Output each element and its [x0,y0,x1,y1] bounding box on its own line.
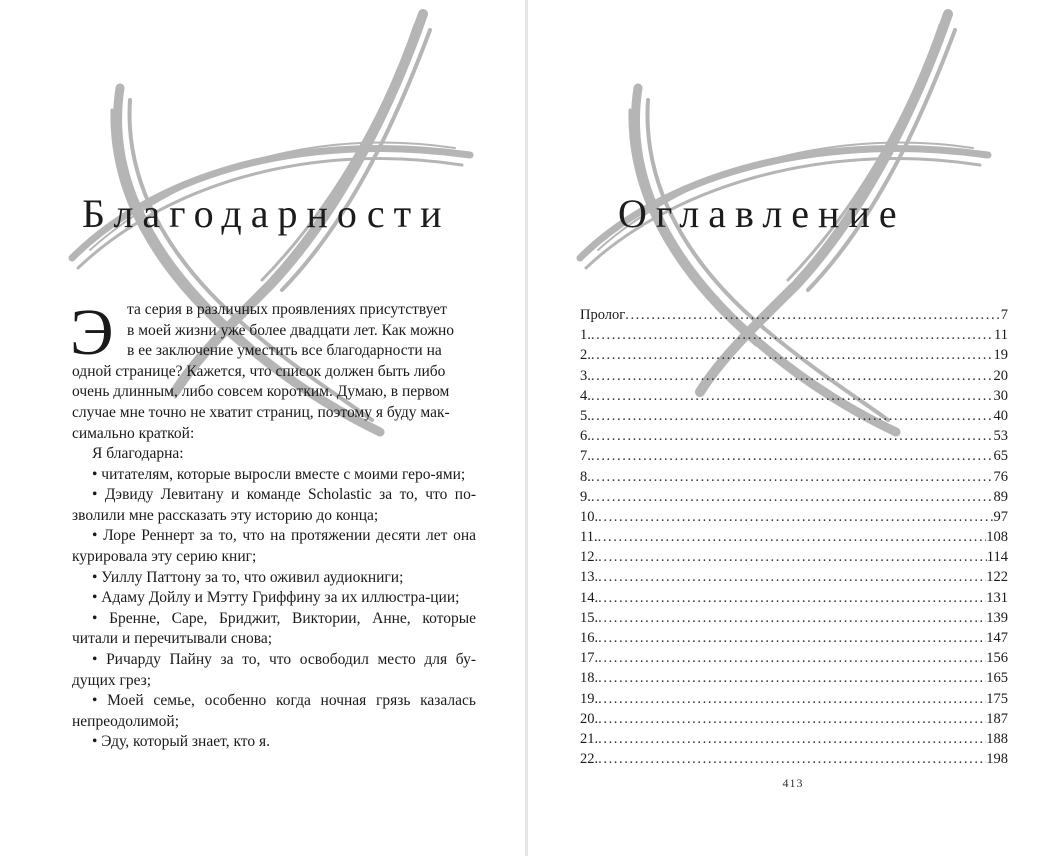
acknowledgement-item: • Адаму Дойлу и Мэтту Гриффину за их иллюстра-ции; [92,589,460,607]
toc-entry [580,305,1008,325]
left-page [0,0,525,856]
acknowledgements-list [72,465,476,753]
intro-paragraph [70,296,476,444]
toc-leader [598,547,987,567]
intro-line: очень длинным, либо совсем коротким. Думаю, в первом [72,383,450,401]
toc-page-number: 40 [993,407,1008,424]
toc-leader [598,668,986,688]
toc-label: 9. [580,488,591,505]
toc-leader [591,366,994,386]
page-number: 413 [782,776,804,790]
toc-page-number: 175 [986,690,1008,707]
toc-entry [580,668,1008,688]
toc-entry [580,689,1008,709]
toc-entry [580,547,1008,567]
toc-entry [580,386,1008,406]
toc-entry [580,406,1008,426]
acknowledgements-text [70,296,476,753]
toc-label: 8. [580,468,591,485]
toc-entry [580,588,1008,608]
toc-leader [598,588,986,608]
toc-leader [625,305,1001,325]
toc-page-number: 187 [986,710,1008,727]
toc-label: 16. [580,630,599,646]
toc-page-number: 131 [986,589,1008,606]
toc-leader [598,648,986,668]
toc-leader [598,729,986,749]
toc-label: 11. [580,529,598,546]
toc-entry [580,628,1008,648]
acknowledgements-title: Благодарности [82,191,451,236]
toc-page-number: 198 [986,751,1008,768]
toc-label: 7. [580,448,591,465]
acknowledgement-item: • читателям, которые выросли вместе с моими геро-ями; [92,465,466,483]
toc-entry [580,749,1008,769]
intro-line: в ее заключение уместить все благодарности на [127,342,442,360]
acknowledgements-lead: Я благодарна: [92,445,184,462]
toc-label: 13. [580,569,599,586]
toc-leader [591,386,994,406]
toc-entry [580,325,1008,345]
toc-page-number: 122 [986,569,1008,586]
toc-page-number: 188 [986,730,1008,747]
toc-entry [580,366,1008,386]
toc-leader [591,487,994,507]
toc-entry [580,709,1008,729]
toc-page-number: 97 [993,508,1008,525]
toc-page-number: 108 [986,529,1008,546]
toc-leader [591,345,994,365]
toc-leader [591,426,994,446]
toc-entry [580,527,1008,547]
table-of-contents [580,305,1008,769]
acknowledgement-item: • Эду, который знает, кто я. [92,733,270,751]
intro-line: одной странице? Кажется, что список должен быть либо [72,362,446,380]
toc-label: 1. [580,327,591,344]
toc-entry [580,467,1008,487]
right-page [528,0,1055,856]
acknowledgement-item: • Ричарду Пайну за то, что освободил место для бу-дущих грез; [72,650,476,689]
toc-page-number: 114 [986,549,1008,566]
toc-entry [580,507,1008,527]
toc-label: 2. [580,347,591,364]
toc-label: 6. [580,428,591,445]
toc-page-number: 53 [993,428,1008,445]
toc-label: 17. [580,650,599,667]
intro-line: та серия в различных проявлениях присутствует [127,301,447,318]
toc-leader [598,608,986,628]
toc-leader [591,467,994,487]
toc-page-number: 19 [993,347,1008,364]
acknowledgement-item: • Бренне, Саре, Бриджит, Виктории, Анне, которые читали и перечитывали снова; [72,609,476,648]
toc-label: 18. [580,670,599,687]
toc-page-number: 147 [986,630,1008,646]
toc-page-number: 165 [986,670,1008,687]
toc-page-number: 20 [993,367,1008,384]
acknowledgement-item: • Моей семье, особенно когда ночная грязь казалась непреодолимой; [72,692,476,730]
toc-label: 19. [580,690,599,707]
acknowledgement-item: • Дэвиду Левитану и команде Scholastic за то, что по-зволили мне рассказать эту историю до конца; [72,486,476,524]
toc-label: 15. [580,609,599,626]
toc-leader [598,527,987,547]
toc-label: 3. [580,367,591,384]
toc-page-number: 89 [993,488,1008,505]
toc-entry [580,567,1008,587]
intro-line: случае мне точно не хватит страниц, поэтому я буду мак- [72,404,450,421]
toc-page-number: 11 [994,327,1008,344]
toc-page-number: 65 [993,448,1008,465]
toc-label: 14. [580,589,599,606]
intro-line: в моей жизни уже более двадцати лет. Как можно [127,321,454,339]
toc-entry [580,345,1008,365]
contents-title: Оглавление [618,191,906,236]
toc-page-number: 7 [1000,307,1008,323]
toc-label: 12. [580,549,599,566]
toc-leader [598,749,986,769]
toc-entry [580,426,1008,446]
toc-label: 20. [580,710,599,727]
acknowledgement-item: • Лоре Реннерт за то, что на протяжении десяти лет она курировала эту серию книг; [72,527,476,565]
toc-label: Пролог [580,307,626,323]
toc-leader [598,507,993,527]
toc-leader [591,325,994,345]
dropcap: Э [70,296,114,369]
toc-leader [591,446,994,466]
toc-page-number: 139 [986,609,1008,626]
toc-leader [598,567,986,587]
toc-label: 4. [580,387,591,404]
toc-leader [591,406,994,426]
toc-label: 10. [580,508,599,525]
toc-entry [580,446,1008,466]
intro-line: симально краткой: [72,424,195,442]
toc-page-number: 156 [986,650,1008,667]
toc-entry [580,487,1008,507]
toc-page-number: 30 [993,387,1008,404]
toc-label: 21. [580,730,599,747]
toc-entry [580,648,1008,668]
toc-leader [598,709,986,729]
acknowledgement-item: • Уиллу Паттону за то, что оживил аудиокниги; [92,568,404,586]
toc-entry [580,608,1008,628]
toc-label: 5. [580,407,591,424]
toc-entry [580,729,1008,749]
toc-page-number: 76 [993,468,1008,485]
toc-leader [598,689,986,709]
toc-leader [598,628,986,648]
toc-label: 22. [580,751,599,768]
